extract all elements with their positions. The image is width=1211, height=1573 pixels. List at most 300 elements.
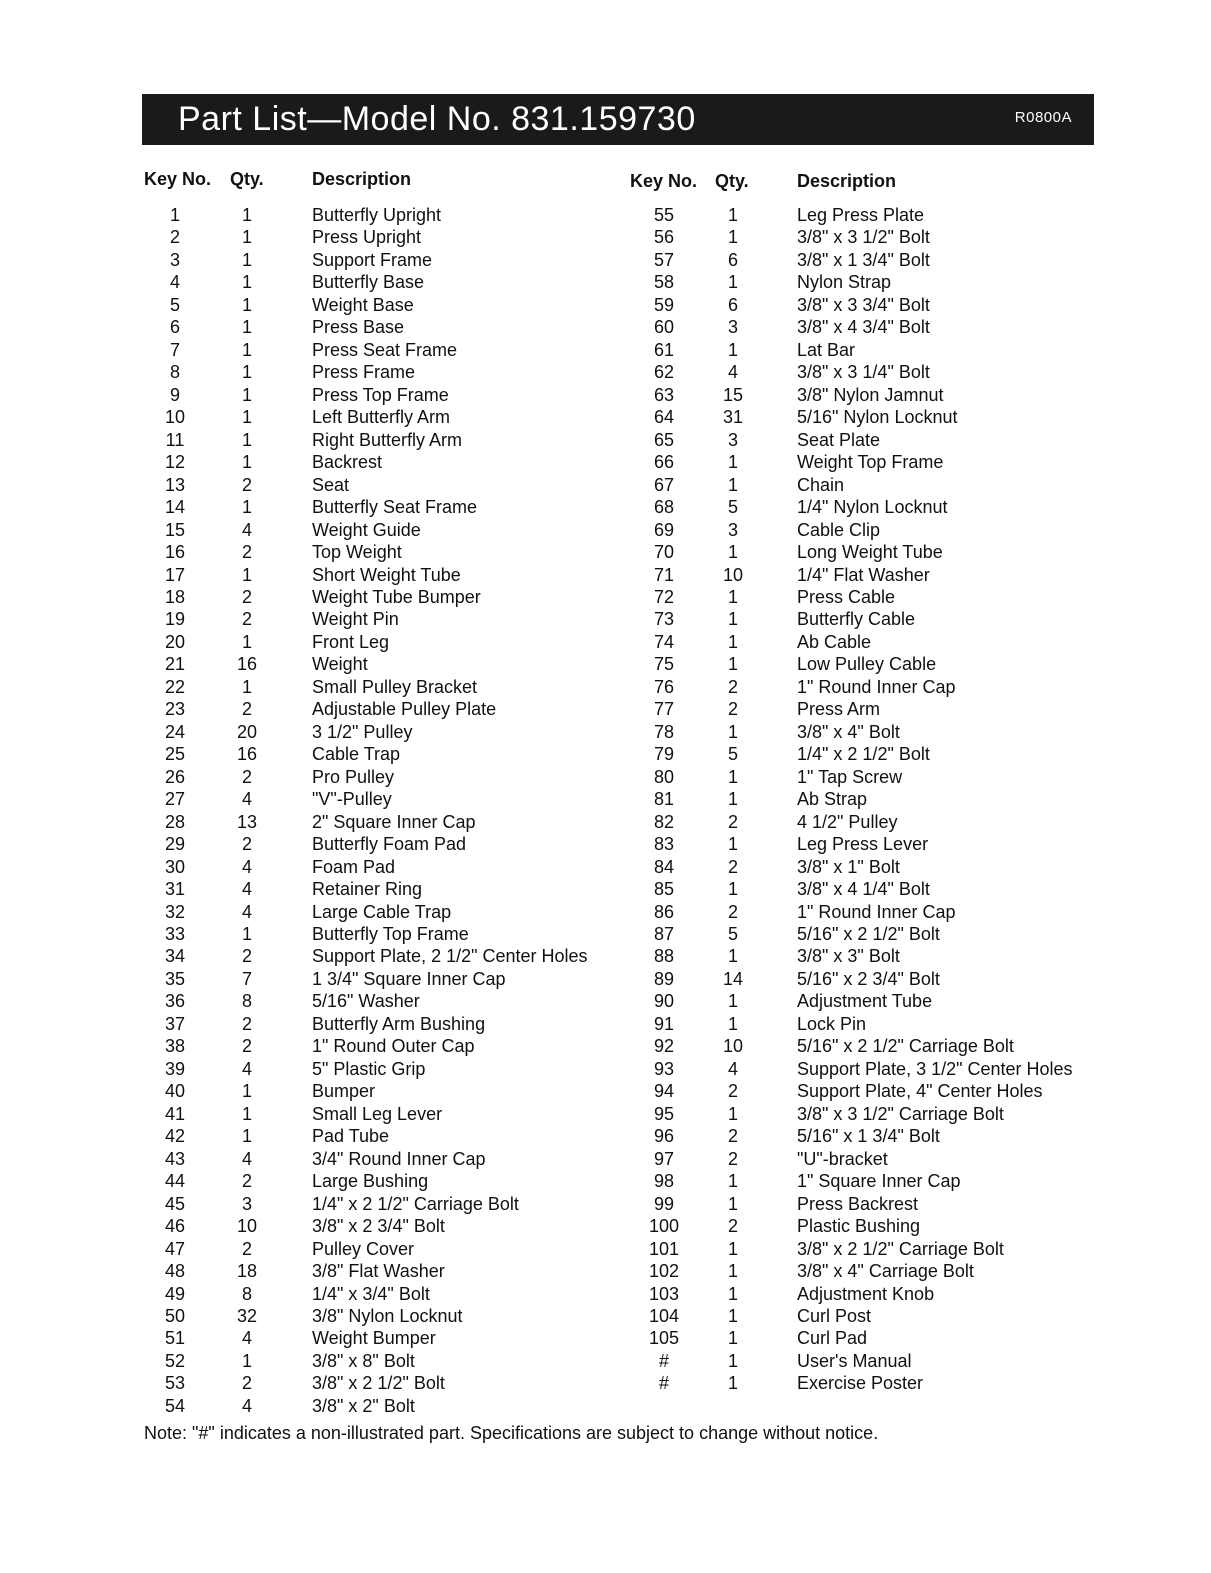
part-description: Pro Pulley <box>312 766 395 787</box>
part-description: Large Bushing <box>312 1171 429 1192</box>
part-description: 3/8" x 3 1/2" Bolt <box>797 227 930 248</box>
part-description: Support Plate, 3 1/2" Center Holes <box>797 1058 1073 1079</box>
part-qty: 1 <box>241 676 252 697</box>
part-key-no: 43 <box>164 1148 186 1169</box>
part-key-no: 1 <box>169 205 180 225</box>
part-qty: 2 <box>727 901 738 922</box>
part-row <box>0 541 1211 563</box>
part-qty: 1 <box>241 407 252 428</box>
part-description: 5/16" x 2 3/4" Bolt <box>797 968 940 989</box>
part-row <box>0 519 1211 541</box>
part-description: 5/16" Nylon Locknut <box>797 407 958 428</box>
part-description: Backrest <box>312 452 383 473</box>
part-key-no: 19 <box>164 609 186 630</box>
part-description: 2" Square Inner Cap <box>312 811 476 832</box>
part-qty: 2 <box>241 766 252 787</box>
part-key-no: 84 <box>653 856 675 877</box>
part-description: 3/4" Round Inner Cap <box>312 1148 486 1169</box>
part-key-no: 67 <box>653 474 675 495</box>
part-qty: 2 <box>241 1171 252 1192</box>
part-description: 1/4" x 3/4" Bolt <box>312 1283 430 1304</box>
part-row <box>0 586 1211 608</box>
right-key-header: Key No. <box>630 171 698 191</box>
part-key-no: 69 <box>653 519 675 540</box>
part-description: 3/8" x 3 1/2" Carriage Bolt <box>797 1103 1004 1124</box>
part-key-no: 12 <box>164 452 186 473</box>
part-key-no: 34 <box>164 946 186 967</box>
part-description: Press Arm <box>797 699 881 720</box>
part-row <box>0 271 1211 293</box>
part-description: Press Top Frame <box>312 384 449 405</box>
part-qty: 7 <box>241 968 252 989</box>
part-key-no: 23 <box>164 699 186 720</box>
part-row <box>0 1080 1211 1102</box>
part-row <box>0 811 1211 833</box>
part-qty: 1 <box>241 452 252 473</box>
part-qty: 1 <box>241 1081 252 1102</box>
part-row <box>0 1170 1211 1192</box>
part-description: Exercise Poster <box>797 1373 924 1394</box>
part-qty: 5 <box>727 744 738 765</box>
part-description: Adjustment Tube <box>797 991 933 1012</box>
part-qty: 1 <box>241 205 252 225</box>
part-description: 3/8" x 8" Bolt <box>312 1350 415 1371</box>
part-description: Right Butterfly Arm <box>312 429 463 450</box>
part-qty: 2 <box>727 811 738 832</box>
part-key-no: 63 <box>653 384 675 405</box>
document-code: R0800A <box>1014 109 1072 126</box>
part-description: Press Base <box>312 317 405 338</box>
part-qty: 1 <box>727 339 738 360</box>
part-key-no: 79 <box>653 744 675 765</box>
part-description: 5/16" x 1 3/4" Bolt <box>797 1126 940 1147</box>
part-qty: 1 <box>727 205 738 225</box>
part-qty: 2 <box>241 1373 252 1394</box>
part-row <box>0 1238 1211 1260</box>
part-description: Short Weight Tube <box>312 564 461 585</box>
part-qty: 1 <box>727 586 738 607</box>
part-row <box>0 1215 1211 1237</box>
part-key-no: 26 <box>164 766 186 787</box>
part-row <box>0 1283 1211 1305</box>
part-description: 3/8" Flat Washer <box>312 1261 445 1282</box>
part-key-no: 93 <box>653 1058 675 1079</box>
part-description: Pad Tube <box>312 1126 390 1147</box>
part-qty: 1 <box>727 1373 738 1394</box>
part-row <box>0 1035 1211 1057</box>
part-key-no: 95 <box>653 1103 675 1124</box>
part-qty: 1 <box>241 384 252 405</box>
part-description: Cable Clip <box>797 519 881 540</box>
part-qty: 2 <box>241 474 252 495</box>
part-description: 3 1/2" Pulley <box>312 721 413 742</box>
part-key-no: 13 <box>164 474 186 495</box>
part-description: Plastic Bushing <box>797 1216 921 1237</box>
part-row <box>0 1305 1211 1327</box>
part-row <box>0 339 1211 361</box>
part-qty: 1 <box>727 542 738 563</box>
part-qty: 1 <box>727 1013 738 1034</box>
part-description: Weight Top Frame <box>797 452 944 473</box>
part-qty: 6 <box>727 249 738 270</box>
part-key-no: 60 <box>653 317 675 338</box>
part-description: "U"-bracket <box>797 1148 888 1169</box>
part-row <box>0 429 1211 451</box>
part-row <box>0 698 1211 720</box>
part-description: Support Plate, 4" Center Holes <box>797 1081 1043 1102</box>
part-description: 5" Plastic Grip <box>312 1058 426 1079</box>
part-key-no: 86 <box>653 901 675 922</box>
part-qty: 32 <box>236 1305 258 1326</box>
part-description: Press Seat Frame <box>312 339 458 360</box>
part-row <box>0 766 1211 788</box>
part-row <box>0 1350 1211 1372</box>
part-key-no: 102 <box>648 1261 680 1282</box>
part-row <box>0 204 1211 226</box>
part-description: Adjustment Knob <box>797 1283 935 1304</box>
part-description: 1" Round Inner Cap <box>797 901 956 922</box>
part-key-no: 61 <box>653 339 675 360</box>
part-row <box>0 833 1211 855</box>
part-qty: 1 <box>727 721 738 742</box>
right-desc-header: Description <box>797 171 897 191</box>
part-description: Butterfly Upright <box>312 205 442 225</box>
part-key-no: 91 <box>653 1013 675 1034</box>
part-row <box>0 1260 1211 1282</box>
part-key-no: 32 <box>164 901 186 922</box>
part-qty: 2 <box>727 676 738 697</box>
part-key-no: 36 <box>164 991 186 1012</box>
part-description: Curl Post <box>797 1305 872 1326</box>
part-key-no: 3 <box>169 249 180 270</box>
part-description: 5/16" x 2 1/2" Carriage Bolt <box>797 1036 1014 1057</box>
part-row <box>0 451 1211 473</box>
part-qty: 14 <box>722 968 744 989</box>
part-description: Pulley Cover <box>312 1238 415 1259</box>
part-description: Adjustable Pulley Plate <box>312 699 497 720</box>
part-qty: 1 <box>241 339 252 360</box>
part-qty: 3 <box>241 1193 252 1214</box>
left-key-header: Key No. <box>144 169 212 189</box>
part-description: Top Weight <box>312 542 402 563</box>
part-row <box>0 361 1211 383</box>
part-key-no: 41 <box>164 1103 186 1124</box>
part-qty: 2 <box>241 1013 252 1034</box>
part-description: Small Pulley Bracket <box>312 676 478 697</box>
part-qty: 4 <box>241 856 252 877</box>
part-description: Nylon Strap <box>797 272 892 293</box>
part-key-no: 73 <box>653 609 675 630</box>
part-key-no: 94 <box>653 1081 675 1102</box>
part-description: 5/16" x 2 1/2" Bolt <box>797 924 940 944</box>
part-qty: 2 <box>727 1081 738 1102</box>
part-row <box>0 990 1211 1012</box>
part-qty: 2 <box>241 586 252 607</box>
part-key-no: 15 <box>164 519 186 540</box>
part-row <box>0 631 1211 653</box>
part-description: Weight Guide <box>312 519 421 540</box>
part-row <box>0 384 1211 406</box>
part-key-no: 47 <box>164 1238 186 1259</box>
part-description: Front Leg <box>312 631 390 652</box>
part-key-no: # <box>658 1350 669 1371</box>
part-description: Seat Plate <box>797 429 881 450</box>
part-description: Weight Tube Bumper <box>312 586 481 607</box>
part-key-no: 30 <box>164 856 186 877</box>
part-row <box>0 901 1211 923</box>
part-key-no: 70 <box>653 542 675 563</box>
part-row <box>0 406 1211 428</box>
part-key-no: 66 <box>653 452 675 473</box>
part-description: Butterfly Top Frame <box>312 924 469 944</box>
part-key-no: 10 <box>164 407 186 428</box>
part-qty: 2 <box>241 946 252 967</box>
part-description: 3/8" x 2" Bolt <box>312 1395 415 1416</box>
part-key-no: 58 <box>653 272 675 293</box>
part-description: 1/4" Nylon Locknut <box>797 497 948 518</box>
part-qty: 2 <box>727 699 738 720</box>
part-description: Low Pulley Cable <box>797 654 937 675</box>
part-row <box>0 608 1211 630</box>
part-key-no: 18 <box>164 586 186 607</box>
part-qty: 1 <box>241 429 252 450</box>
part-row <box>0 1193 1211 1215</box>
part-key-no: 55 <box>653 205 675 225</box>
part-qty: 4 <box>727 362 738 383</box>
part-qty: 13 <box>236 811 258 832</box>
part-key-no: 49 <box>164 1283 186 1304</box>
part-qty: 4 <box>241 789 252 810</box>
part-qty: 4 <box>241 879 252 900</box>
part-row <box>0 945 1211 967</box>
page-title: Part List—Model No. 831.159730 <box>178 100 696 138</box>
part-description: 3/8" x 4" Bolt <box>797 721 900 742</box>
part-description: Butterfly Base <box>312 272 425 293</box>
part-description: 3/8" x 3 1/4" Bolt <box>797 362 930 383</box>
part-qty: 2 <box>241 1238 252 1259</box>
part-description: Lock Pin <box>797 1013 867 1034</box>
part-row <box>0 249 1211 271</box>
part-description: 3/8" x 4" Carriage Bolt <box>797 1261 974 1282</box>
part-key-no: 4 <box>169 272 180 293</box>
part-row <box>0 496 1211 518</box>
part-key-no: 5 <box>169 294 180 315</box>
part-qty: 4 <box>241 901 252 922</box>
part-qty: 1 <box>727 1328 738 1349</box>
part-qty: 1 <box>727 1238 738 1259</box>
part-key-no: 103 <box>648 1283 680 1304</box>
part-key-no: 105 <box>648 1328 680 1349</box>
part-description: 3/8" Nylon Locknut <box>312 1305 463 1326</box>
part-description: Press Cable <box>797 586 896 607</box>
part-key-no: 51 <box>164 1328 186 1349</box>
part-qty: 1 <box>727 766 738 787</box>
part-key-no: 6 <box>169 317 180 338</box>
part-qty: 2 <box>241 1036 252 1057</box>
part-description: Ab Cable <box>797 631 872 652</box>
part-qty: 3 <box>727 519 738 540</box>
part-description: 3/8" x 3 3/4" Bolt <box>797 294 930 315</box>
part-description: Butterfly Arm Bushing <box>312 1013 486 1034</box>
part-qty: 1 <box>241 317 252 338</box>
part-qty: 1 <box>241 227 252 248</box>
part-key-no: 50 <box>164 1305 186 1326</box>
part-qty: 1 <box>727 1171 738 1192</box>
part-row <box>0 1058 1211 1080</box>
part-qty: 2 <box>241 609 252 630</box>
part-row <box>0 743 1211 765</box>
part-key-no: 54 <box>164 1395 186 1416</box>
part-qty: 3 <box>727 317 738 338</box>
part-qty: 2 <box>241 699 252 720</box>
part-qty: 1 <box>727 1103 738 1124</box>
part-qty: 10 <box>236 1216 258 1237</box>
part-description: 1" Tap Screw <box>797 766 903 787</box>
part-key-no: 17 <box>164 564 186 585</box>
part-description: "V"-Pulley <box>312 789 392 810</box>
part-description: Left Butterfly Arm <box>312 407 451 428</box>
part-qty: 1 <box>241 497 252 518</box>
part-qty: 1 <box>241 249 252 270</box>
part-key-no: 64 <box>653 407 675 428</box>
part-qty: 1 <box>241 1126 252 1147</box>
part-qty: 1 <box>727 1283 738 1304</box>
part-row <box>0 294 1211 316</box>
part-qty: 2 <box>727 856 738 877</box>
part-key-no: 77 <box>653 699 675 720</box>
part-qty: 2 <box>727 1148 738 1169</box>
part-description: 3/8" Nylon Jamnut <box>797 384 944 405</box>
part-qty: 4 <box>727 1058 738 1079</box>
part-description: 1/4" x 2 1/2" Bolt <box>797 744 930 765</box>
part-qty: 16 <box>236 654 258 675</box>
part-qty: 1 <box>241 362 252 383</box>
part-row <box>0 1013 1211 1035</box>
header-bar <box>142 94 1094 145</box>
part-qty: 1 <box>727 789 738 810</box>
part-qty: 1 <box>727 654 738 675</box>
part-key-no: 53 <box>164 1373 186 1394</box>
part-key-no: 44 <box>164 1171 186 1192</box>
part-key-no: 46 <box>164 1216 186 1237</box>
part-key-no: 39 <box>164 1058 186 1079</box>
part-qty: 16 <box>236 744 258 765</box>
left-qty-header: Qty. <box>230 169 264 189</box>
part-qty: 8 <box>241 991 252 1012</box>
part-qty: 20 <box>236 721 258 742</box>
part-description: 1/4" x 2 1/2" Carriage Bolt <box>312 1193 519 1214</box>
part-key-no: 8 <box>169 362 180 383</box>
part-row <box>0 316 1211 338</box>
part-qty: 18 <box>236 1261 258 1282</box>
part-description: Weight <box>312 654 368 675</box>
part-description: 1/4" Flat Washer <box>797 564 930 585</box>
part-key-no: 24 <box>164 721 186 742</box>
part-qty: 10 <box>722 564 744 585</box>
part-qty: 1 <box>727 631 738 652</box>
part-row <box>0 1148 1211 1170</box>
part-key-no: 57 <box>653 249 675 270</box>
part-description: Weight Pin <box>312 609 399 630</box>
part-description: 1" Round Inner Cap <box>797 676 956 697</box>
part-key-no: 98 <box>653 1171 675 1192</box>
part-key-no: 29 <box>164 834 186 855</box>
part-row <box>0 226 1211 248</box>
part-row <box>0 1372 1211 1394</box>
part-description: Weight Bumper <box>312 1328 436 1349</box>
footnote: Note: "#" indicates a non-illustrated part. Specifications are subject to change without notice. <box>144 1423 879 1443</box>
part-description: Small Leg Lever <box>312 1103 443 1124</box>
part-description: Press Frame <box>312 362 416 383</box>
part-key-no: 21 <box>164 654 186 675</box>
part-qty: 4 <box>241 1148 252 1169</box>
part-description: Butterfly Foam Pad <box>312 834 467 855</box>
part-key-no: 37 <box>164 1013 186 1034</box>
part-key-no: 11 <box>165 429 185 450</box>
part-description: Butterfly Cable <box>797 609 916 630</box>
part-description: 3/8" x 2 1/2" Bolt <box>312 1373 445 1394</box>
part-description: Long Weight Tube <box>797 542 943 563</box>
part-key-no: 80 <box>653 766 675 787</box>
part-qty: 1 <box>727 834 738 855</box>
part-qty: 4 <box>241 1395 252 1416</box>
part-qty: 4 <box>241 1328 252 1349</box>
part-qty: 5 <box>727 924 738 944</box>
part-row <box>0 1395 620 1417</box>
part-key-no: 83 <box>653 834 675 855</box>
part-description: User's Manual <box>797 1350 912 1371</box>
part-description: Large Cable Trap <box>312 901 452 922</box>
part-description: Leg Press Plate <box>797 205 925 225</box>
part-description: Ab Strap <box>797 789 868 810</box>
part-key-no: 27 <box>164 789 186 810</box>
part-key-no: 99 <box>653 1193 675 1214</box>
part-row <box>0 721 1211 743</box>
part-key-no: 76 <box>653 676 675 697</box>
part-qty: 31 <box>722 407 744 428</box>
part-key-no: 75 <box>653 654 675 675</box>
part-qty: 2 <box>241 834 252 855</box>
part-key-no: 40 <box>164 1081 186 1102</box>
part-row <box>0 1125 1211 1147</box>
part-row <box>0 676 1211 698</box>
right-parts-list <box>0 204 1211 1395</box>
part-key-no: 33 <box>164 924 186 944</box>
part-key-no: 71 <box>653 564 675 585</box>
part-qty: 2 <box>241 542 252 563</box>
part-description: 3/8" x 2 1/2" Carriage Bolt <box>797 1238 1004 1259</box>
part-key-no: 101 <box>648 1238 680 1259</box>
part-key-no: 74 <box>653 631 675 652</box>
part-description: 1" Square Inner Cap <box>797 1171 961 1192</box>
part-key-no: 9 <box>169 384 180 405</box>
part-row <box>0 653 1211 675</box>
part-key-no: 62 <box>653 362 675 383</box>
part-row <box>0 474 1211 496</box>
part-qty: 2 <box>727 1126 738 1147</box>
part-description: Bumper <box>312 1081 376 1102</box>
part-description: 5/16" Washer <box>312 991 420 1012</box>
part-description: 4 1/2" Pulley <box>797 811 898 832</box>
part-qty: 10 <box>722 1036 744 1057</box>
part-row <box>0 856 1211 878</box>
part-description: Support Plate, 2 1/2" Center Holes <box>312 946 588 967</box>
part-key-no: 28 <box>164 811 186 832</box>
part-key-no: 104 <box>648 1305 680 1326</box>
part-description: 3/8" x 2 3/4" Bolt <box>312 1216 445 1237</box>
part-qty: 1 <box>241 1350 252 1371</box>
part-key-no: 89 <box>653 968 675 989</box>
